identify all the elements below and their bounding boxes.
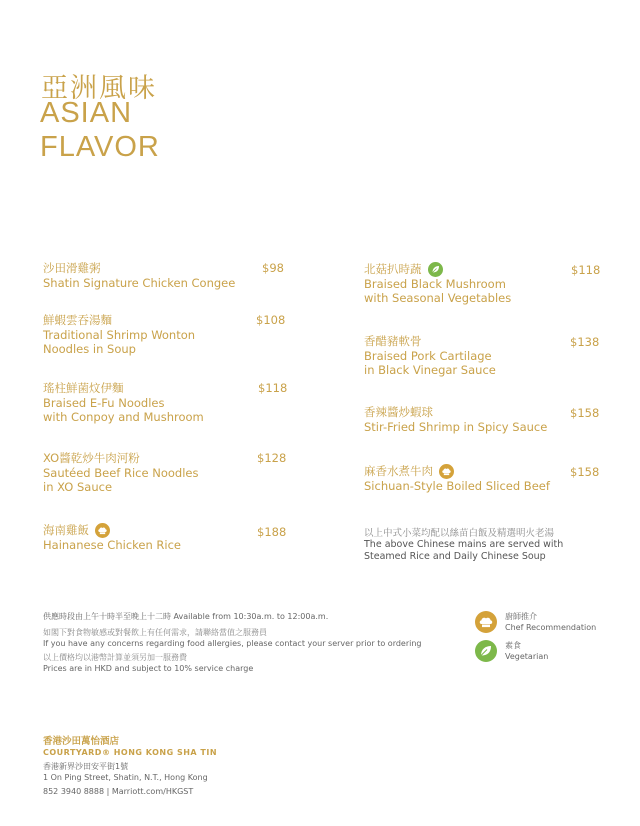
menu-item — [364, 261, 511, 305]
menu-item — [43, 312, 195, 356]
menu-item — [364, 463, 550, 493]
menu-item — [43, 450, 198, 494]
item-price: $128 — [257, 451, 287, 465]
hotel-name-zh: 香港沙田萬怡酒店 — [43, 736, 120, 747]
item-name-zh: 香醋豬軟骨 — [364, 334, 422, 348]
mains-note — [364, 525, 604, 563]
item-name-zh: 麻香水煮牛肉 — [364, 464, 433, 478]
item-price: $118 — [571, 263, 601, 277]
item-name-en: Sichuan-Style Boiled Sliced Beef — [364, 479, 550, 493]
hotel-name-en: COURTYARD® HONG KONG SHA TIN — [43, 748, 218, 757]
item-name-en: Shatin Signature Chicken Congee — [43, 276, 236, 290]
item-name-zh: XO醬乾炒牛肉河粉 — [43, 451, 140, 465]
menu-title-en-line2: FLAVOR — [40, 131, 160, 163]
item-name-en: Sautéed Beef Rice Noodles — [43, 466, 199, 480]
item-name-en-line2: with Seasonal Vegetables — [364, 291, 512, 305]
menu-item — [364, 404, 547, 434]
item-price: $98 — [262, 261, 284, 275]
availability-text: 供應時段由上午十時半至晚上十二時 Available from 10:30a.m. to 12:00a.m. — [43, 612, 329, 621]
item-name-zh: 沙田滑雞粥 — [43, 261, 101, 275]
menu-title-en — [40, 96, 160, 164]
item-name-en: Traditional Shrimp Wonton — [43, 328, 196, 342]
menu-item — [43, 380, 204, 424]
item-name-en: Braised E-Fu Noodles — [43, 396, 165, 410]
item-price: $118 — [258, 381, 288, 395]
price-notice — [43, 652, 253, 674]
item-name-en: Stir-Fried Shrimp in Spicy Sauce — [364, 420, 548, 434]
item-name-zh: 鮮蝦雲吞湯麵 — [43, 313, 112, 327]
chef-hat-icon — [475, 611, 497, 633]
hotel-contact: 852 3940 8888 | Marriott.com/HKGST — [43, 787, 194, 796]
item-name-en: Braised Black Mushroom — [364, 277, 506, 291]
item-price: $138 — [570, 335, 600, 349]
item-name-en-line2: Noodles in Soup — [43, 342, 136, 356]
legend-chef-zh: 廚師推介 — [505, 612, 537, 621]
legend-chef-en: Chef Recommendation — [505, 623, 597, 632]
item-name-zh: 香辣醬炒蝦球 — [364, 405, 433, 419]
item-name-zh: 北菇扒時蔬 — [364, 262, 422, 276]
allergy-notice-en: If you have any concerns regarding food allergies, please contact your server prior to ordering — [43, 639, 422, 648]
item-price: $158 — [570, 465, 600, 479]
mains-note-en-line2: Steamed Rice and Daily Chinese Soup — [364, 551, 546, 562]
item-name-en-line2: with Conpoy and Mushroom — [43, 410, 204, 424]
chef-hat-icon — [439, 464, 454, 479]
leaf-icon — [428, 262, 443, 277]
mains-note-en-line1: The above Chinese mains are served with — [364, 539, 564, 550]
item-name-en: Braised Pork Cartilage — [364, 349, 492, 363]
item-price: $108 — [256, 313, 286, 327]
chef-hat-icon — [95, 523, 110, 538]
item-name-zh: 瑤柱鮮菌炆伊麵 — [43, 381, 124, 395]
menu-title-zh: 亞洲風味 — [41, 73, 157, 104]
item-name-en-line2: in XO Sauce — [43, 480, 113, 494]
price-notice-en: Prices are in HKD and subject to 10% service charge — [43, 664, 254, 673]
leaf-icon — [475, 640, 497, 662]
legend-veg-en: Vegetarian — [505, 652, 549, 661]
allergy-notice-zh: 如閣下對食物敏感或對餐飲上有任何需求，請聯絡當值之服務員 — [43, 628, 267, 637]
mains-note-zh: 以上中式小菜均配以絲苗白飯及精選明火老湯 — [364, 528, 555, 539]
price-notice-zh: 以上價格均以港幣計算並須另加一服務費 — [43, 653, 187, 662]
menu-title-en-line1: ASIAN — [40, 97, 133, 129]
allergy-notice — [43, 627, 422, 649]
item-name-en-line2: in Black Vinegar Sauce — [364, 363, 496, 377]
hotel-info — [43, 733, 217, 796]
hotel-address-zh: 香港新界沙田安平街1號 — [43, 762, 129, 771]
hotel-address-en: 1 On Ping Street, Shatin, N.T., Hong Kong — [43, 773, 208, 782]
legend-veg-zh: 素食 — [505, 641, 521, 650]
menu-item — [364, 333, 496, 377]
item-price: $188 — [257, 525, 287, 539]
item-price: $158 — [570, 406, 600, 420]
item-name-zh: 海南雞飯 — [43, 523, 89, 537]
menu-item — [43, 260, 235, 290]
item-name-en: Hainanese Chicken Rice — [43, 538, 181, 552]
menu-item — [43, 522, 181, 552]
